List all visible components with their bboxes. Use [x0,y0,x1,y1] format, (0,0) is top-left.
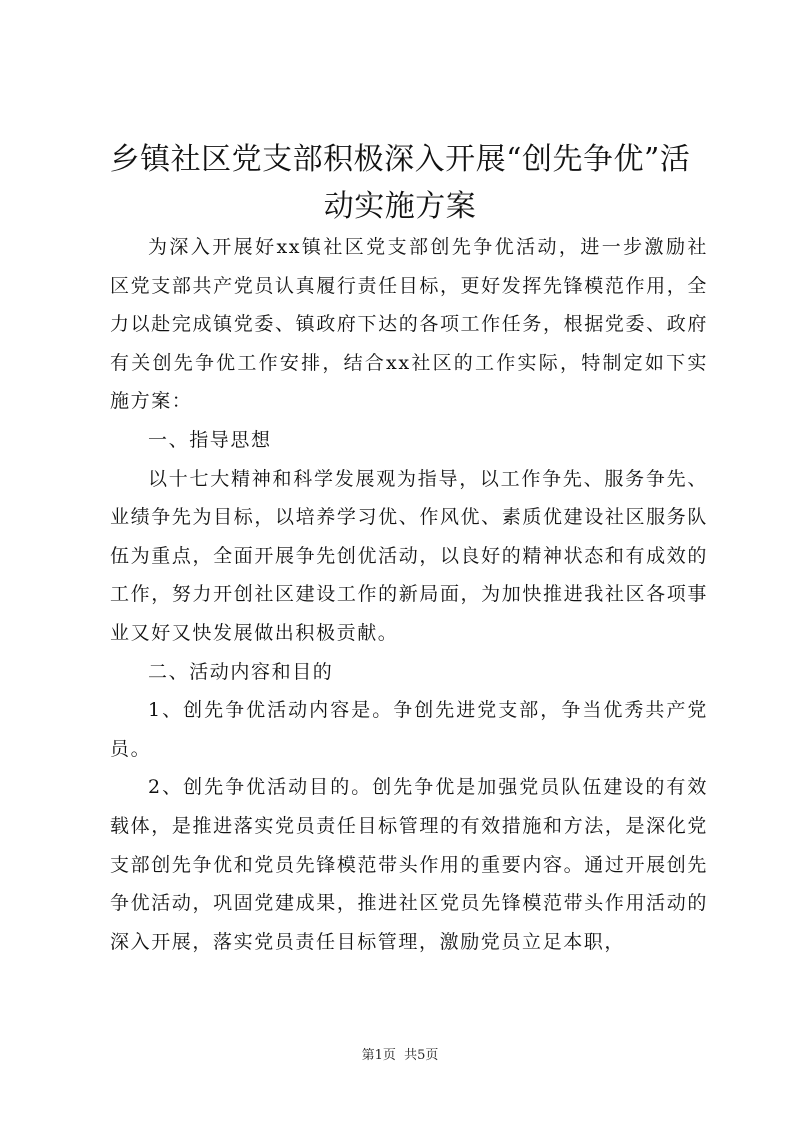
paragraph-activity-purpose: 2、创先争优活动目的。创先争优是加强党员队伍建设的有效载体，是推进落实党员责任目标管理的有效措施和方法，是深化党支部创先争优和党员先锋模范带头作用的重要内容。通过开展创先争优活动，巩固党建成果，推进社区党员先锋模范带头作用活动的深入开展，落实党员责任目标管理，激励党员立足本职， [110,776,708,953]
page-number-total: 共5页 [404,1048,439,1063]
heading-activity-content: 二、活动内容和目的 [148,660,334,683]
title-line-2: 动实施方案 [323,189,477,224]
page-footer [0,1047,800,1065]
heading-guiding-thought: 一、指导思想 [148,428,272,451]
title-line-1: 乡镇社区党支部积极深入开展“创先争优”活 [109,142,691,177]
paragraph-guiding-thought: 以十七大精神和科学发展观为指导，以工作争先、服务争先、业绩争先为目标，以培养学习优、作风优、素质优建设社区服务队伍为重点，全面开展争先创优活动，以良好的精神状态和有成效的工作，努力开创社区建设工作的新局面，为加快推进我社区各项事业又好又快发展做出积极贡献。 [110,467,708,644]
paragraph-intro: 为深入开展好xx镇社区党支部创先争优活动，进一步激励社区党支部共产党员认真履行责任目标，更好发挥先锋模范作用，全力以赴完成镇党委、镇政府下达的各项工作任务，根据党委、政府有关创先争优工作安排，结合xx社区的工作实际，特制定如下实施方案： [110,236,708,413]
document-body [110,228,708,961]
page-number-current: 第1页 [361,1048,396,1063]
document-title [100,136,700,230]
paragraph-activity-content: 1、创先争优活动内容是。争创先进党支部，争当优秀共产党员。 [110,699,708,760]
